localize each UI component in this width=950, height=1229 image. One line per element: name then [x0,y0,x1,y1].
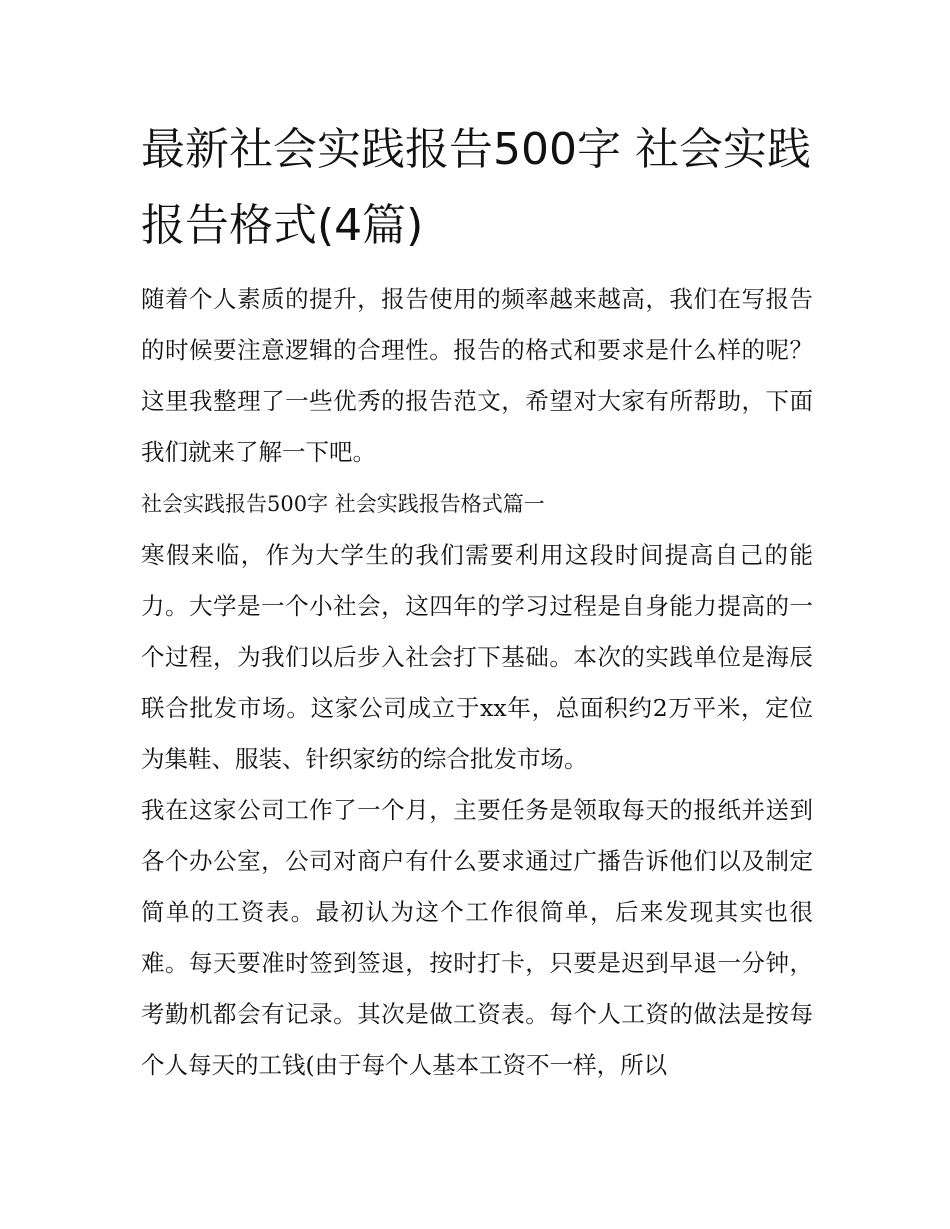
section-heading: 社会实践报告500字 社会实践报告格式篇一 [141,492,545,516]
document-title: 最新社会实践报告500字 社会实践报告格式(4篇) [141,124,811,251]
intro-paragraph: 随着个人素质的提升，报告使用的频率越来越高，我们在写报告的时候要注意逻辑的合理性。报告的格式和要求是什么样的呢？这里我整理了一些优秀的报告范文，希望对大家有所帮助，下面我们就来了解一下吧。 [141,285,813,466]
body-paragraph-1: 寒假来临，作为大学生的我们需要利用这段时间提高自己的能力。大学是一个小社会，这四年的学习过程是自身能力提高的一个过程，为我们以后步入社会打下基础。本次的实践单位是海辰联合批发市场。这家公司成立于xx年，总面积约2万平米，定位为集鞋、服装、针织家纺的综合批发市场。 [141,541,813,773]
body-paragraph-2: 我在这家公司工作了一个月，主要任务是领取每天的报纸并送到各个办公室，公司对商户有什么要求通过广播告诉他们以及制定简单的工资表。最初认为这个工作很简单，后来发现其实也很难。每天要准时签到签退，按时打卡，只要是迟到早退一分钟，考勤机都会有记录。其次是做工资表。每个人工资的做法是按每个人每天的工钱(由于每个人基本工资不一样，所以 [141,796,813,1079]
document-content [141,112,813,1091]
